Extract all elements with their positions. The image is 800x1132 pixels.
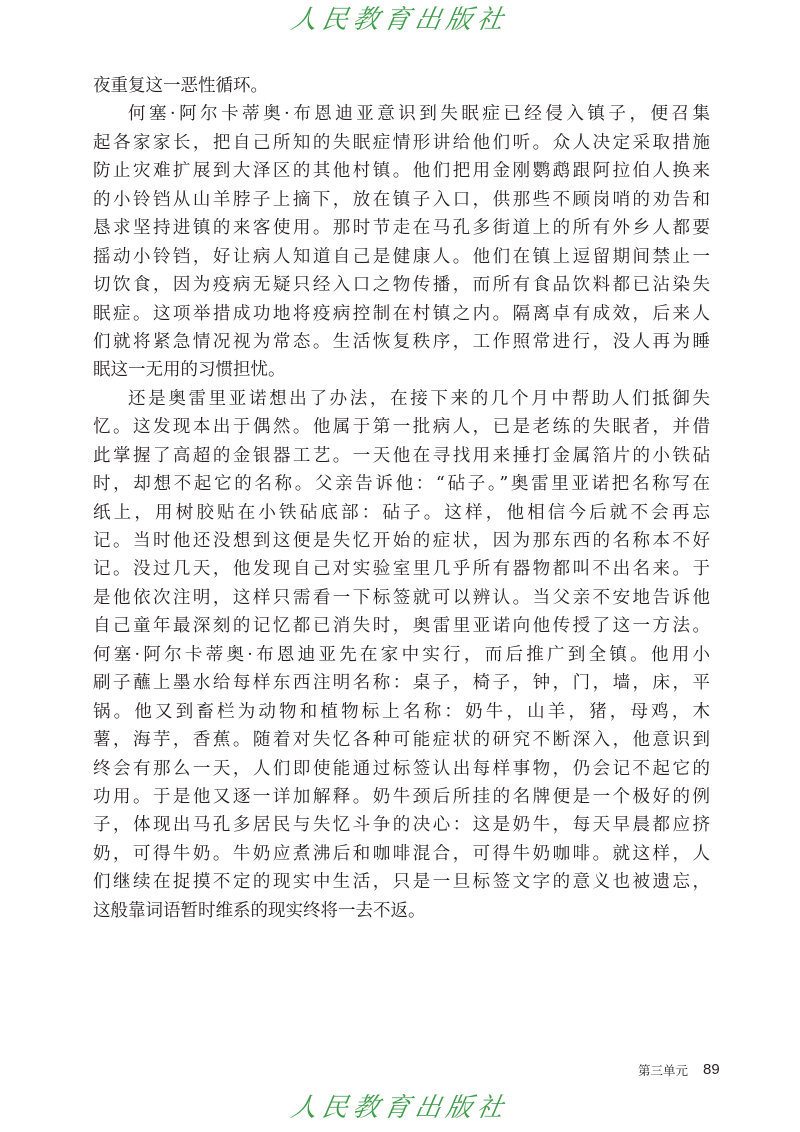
- text-line: 终会有那么一天，人们即使能通过标签认出每样事物，仍会记不起它的: [93, 758, 710, 779]
- text-line: 薯，海芋，香蕉。随着对失忆各种可能症状的研究不断深入，他意识到: [93, 730, 710, 751]
- body-text: [93, 72, 710, 925]
- text-line: 是他依次注明，这样只需看一下标签就可以辨认。当父亲不安地告诉他: [93, 587, 710, 608]
- text-line: 夜重复这一恶性循环。: [93, 76, 268, 96]
- text-line: 们就将紧急情况视为常态。生活恢复秩序，工作照常进行，没人再为睡: [93, 331, 710, 352]
- text-line: 纸上，用树胶贴在小铁砧底部：砧子。这样，他相信今后就不会再忘: [93, 502, 710, 523]
- text-line: 何塞·阿尔卡蒂奥·布恩迪亚意识到失眠症已经侵入镇子，便召集: [128, 104, 710, 125]
- text-line: 功用。于是他又逐一详加解释。奶牛颈后所挂的名牌便是一个极好的例: [93, 786, 710, 807]
- text-line: 子，体现出马孔多居民与失忆斗争的决心：这是奶牛，每天早晨都应挤: [93, 815, 710, 836]
- text-line: 的小铃铛从山羊脖子上摘下，放在镇子入口，供那些不顾岗哨的劝告和: [93, 189, 710, 210]
- text-line: 恳求坚持进镇的来客使用。那时节走在马孔多街道上的所有外乡人都要: [93, 218, 710, 239]
- text-line: 防止灾难扩展到大泽区的其他村镇。他们把用金刚鹦鹉跟阿拉伯人换来: [93, 161, 710, 182]
- text-line: 还是奥雷里亚诺想出了办法，在接下来的几个月中帮助人们抵御失: [128, 388, 710, 409]
- publisher-logo-top: [0, 3, 800, 37]
- text-line: 锅。他又到畜栏为动物和植物标上名称：奶牛，山羊，猪，母鸡，木: [93, 701, 710, 722]
- paragraph: [93, 100, 710, 384]
- text-line: 记。当时他还没想到这便是失忆开始的症状，因为那东西的名称本不好: [93, 531, 710, 551]
- text-line: 这般靠词语暂时维系的现实终将一去不返。: [93, 900, 426, 921]
- text-line: 时，却想不起它的名称。父亲告诉他：“砧子。”奥雷里亚诺把名称写在: [93, 474, 710, 495]
- publisher-logo-text: 人民教育出版社: [288, 1093, 512, 1123]
- publisher-logo-text: 人民教育出版社: [288, 5, 512, 35]
- text-line: 何塞·阿尔卡蒂奥·布恩迪亚先在家中实行，而后推广到全镇。他用小: [93, 644, 710, 665]
- page-number: 89: [703, 1061, 720, 1078]
- text-line: 切饮食，因为疫病无疑只经入口之物传播，而所有食品饮料都已沾染失: [93, 275, 710, 296]
- text-line: 此掌握了高超的金银器工艺。一天他在寻找用来捶打金属箔片的小铁砧: [93, 445, 710, 466]
- text-line: 自己童年最深刻的记忆都已消失时，奥雷里亚诺向他传授了这一方法。: [93, 616, 710, 637]
- paragraph: [93, 385, 710, 925]
- publisher-logo-bottom: [0, 1091, 800, 1125]
- text-line: 摇动小铃铛，好让病人知道自己是健康人。他们在镇上逗留期间禁止一: [93, 246, 710, 267]
- text-line: 刷子蘸上墨水给每样东西注明名称：桌子，椅子，钟，门，墙，床，平: [93, 673, 710, 694]
- unit-label: 第三单元: [638, 1063, 689, 1078]
- text-line: 起各家家长，把自己所知的失眠症情形讲给他们听。众人决定采取措施: [93, 132, 710, 153]
- text-line: 奶，可得牛奶。牛奶应煮沸后和咖啡混合，可得牛奶咖啡。就这样，人: [93, 843, 710, 864]
- text-line: 记。没过几天，他发现自己对实验室里几乎所有器物都叫不出名来。于: [93, 559, 710, 580]
- text-line: 眠这一无用的习惯担忧。: [93, 360, 286, 381]
- text-line: 眠症。这项举措成功地将疫病控制在村镇之内。隔离卓有成效，后来人: [93, 303, 710, 324]
- text-line: 们继续在捉摸不定的现实中生活，只是一旦标签文字的意义也被遗忘，: [93, 872, 710, 893]
- text-line: 忆。这发现本出于偶然。他属于第一批病人，已是老练的失眠者，并借: [93, 417, 710, 438]
- paragraph: [93, 72, 710, 100]
